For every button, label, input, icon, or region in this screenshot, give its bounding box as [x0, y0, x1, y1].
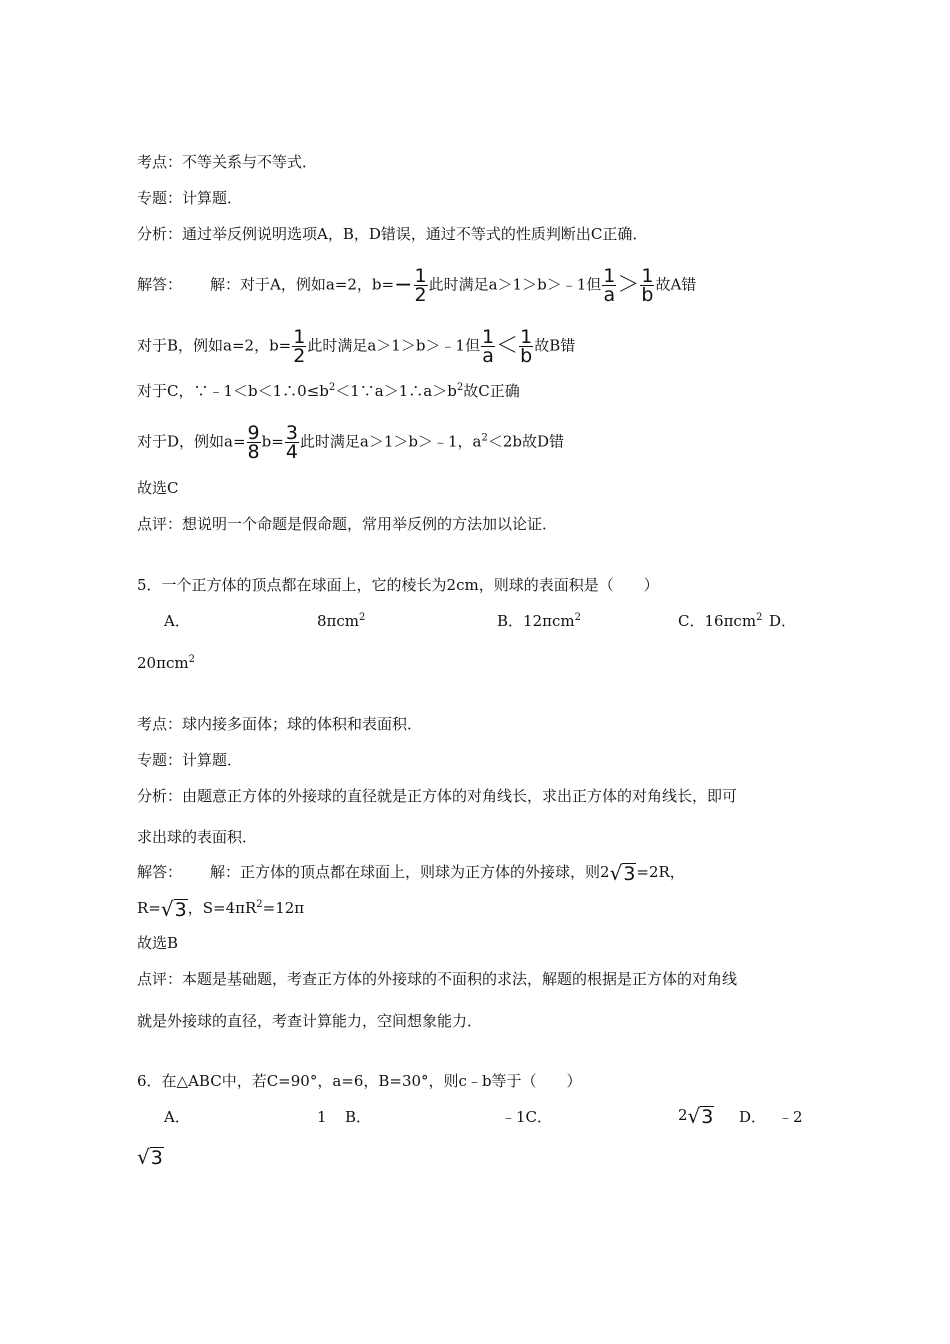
q4-l2-text-a: 对于B，例如a=2，b=	[137, 336, 292, 355]
q5-option-a-label: A．	[164, 612, 190, 630]
q6-option-d-coef: ﹣2	[778, 1108, 803, 1126]
q4-jieda-label: 解答：	[137, 275, 183, 294]
q4-jieda-line4: 对于D，例如a= $\frac{9}{8}$ b= $\frac{3}{4}$ 此时满足a＞1＞b＞﹣1，$a^2<2b$故D错	[137, 422, 565, 463]
q4-zhuanti: 专题：计算题．	[137, 189, 243, 207]
q5-jieda-line2: R= √ 3 ，$S=4\pi R^2=12\pi$	[137, 897, 305, 921]
q4-l2-frac-1-a: $\frac{1}{a}$	[481, 326, 495, 367]
q5-dianping-2: 就是外接球的直径，考查计算能力，空间想象能力．	[137, 1012, 483, 1030]
q5-option-d-value: 20πcm$^2$	[137, 654, 195, 672]
q4-kaodian: 考点：不等关系与不等式．	[137, 153, 318, 171]
q5-kaodian: 考点：球内接多面体；球的体积和表面积．	[137, 715, 423, 733]
q5-stem: 5．一个正方体的顶点都在球面上，它的棱长为2cm，则球的表面积是（ ）	[137, 576, 659, 594]
q6-option-d-radical	[137, 1146, 164, 1168]
q4-l2-text-b: 此时满足a＞1＞b＞﹣1但	[307, 336, 480, 355]
q4-l2-frac-1-2: $\frac{1}{2}$	[293, 326, 306, 367]
q6-option-b-label: B．	[345, 1108, 372, 1126]
q4-l2-text-c: 故B错	[534, 336, 576, 355]
q4-l1-gt: ＞	[617, 272, 640, 298]
q6-stem: 6．在△ABC中，若C=90°，a=6，B=30°，则c﹣b等于（ ）	[137, 1072, 582, 1090]
q4-l1-frac-1-2: $\frac{1}{2}$	[414, 265, 427, 306]
q6-sqrt-3: √ 3	[687, 1104, 714, 1128]
q5-sqrt-3: √ 3	[609, 861, 636, 885]
q5-guxuan: 故选B	[137, 934, 179, 952]
q4-dianping: 点评：想说明一个命题是假命题，常用举反例的方法加以论证．	[137, 515, 558, 533]
q5-option-c: C．16πcm$^2$	[678, 612, 763, 630]
q4-guxuan: 故选C	[137, 479, 179, 497]
q4-l1-text-b: 此时满足a＞1＞b＞﹣1但	[428, 275, 602, 294]
q5-fenxi-2: 求出球的表面积．	[137, 828, 258, 846]
q4-l1-minus: −	[394, 272, 413, 298]
q4-l1-text-c: 故A错	[655, 275, 697, 294]
q4-l2-lt: ＜	[496, 333, 519, 359]
q5-option-d-label: D．	[769, 612, 797, 630]
q5-option-a-value: 8πcm$^2$	[317, 612, 366, 630]
q6-option-d-label: D．	[739, 1108, 767, 1126]
q5-jieda-line1: 解答： 解：正方体的顶点都在球面上，则球为正方体的外接球，则2 √ 3 =2R，	[137, 861, 685, 885]
q4-fenxi: 分析：通过举反例说明选项A，B，D错误，通过不等式的性质判断出C正确．	[137, 225, 648, 243]
q4-l4-frac-9-8: $\frac{9}{8}$	[247, 422, 260, 463]
q4-jieda-line2	[137, 328, 575, 365]
q4-l1-text-a: 解：对于A，例如a=2，b=	[210, 275, 395, 294]
q4-l2-frac-1-b: $\frac{1}{b}$	[520, 326, 533, 367]
q5-sqrt-3-b: √ 3	[160, 897, 187, 921]
q5-option-b: B．12πcm$^2$	[497, 612, 581, 630]
q4-l1-frac-1-a: $\frac{1}{a}$	[603, 265, 616, 306]
q6-option-a-value: 1	[317, 1108, 327, 1126]
q4-jieda-line3: 对于C，$\because﹣1<b<1\therefore 0\le b^2<1\because a>1\therefore a>b^2$故C正确	[137, 382, 520, 400]
q4-l1-frac-1-b: $\frac{1}{b}$	[641, 265, 654, 306]
q6-option-a-label: A．	[164, 1108, 190, 1126]
q4-jieda-line1	[137, 267, 696, 304]
q6-option-b-value: ﹣1C．	[501, 1108, 553, 1126]
q6-option-c-label: C．	[525, 1108, 553, 1126]
q4-l4-frac-3-4: $\frac{3}{4}$	[285, 422, 298, 463]
q5-dianping-1: 点评：本题是基础题，考查正方体的外接球的不面积的求法，解题的根据是正方体的对角线	[137, 970, 738, 988]
q6-sqrt-3-d: √ 3	[137, 1145, 163, 1169]
q5-fenxi-1: 分析：由题意正方体的外接球的直径就是正方体的对角线长，求出正方体的对角线长，即可	[137, 787, 738, 805]
q5-zhuanti: 专题：计算题．	[137, 751, 243, 769]
q6-option-c-value: 2 √ 3	[678, 1104, 714, 1128]
